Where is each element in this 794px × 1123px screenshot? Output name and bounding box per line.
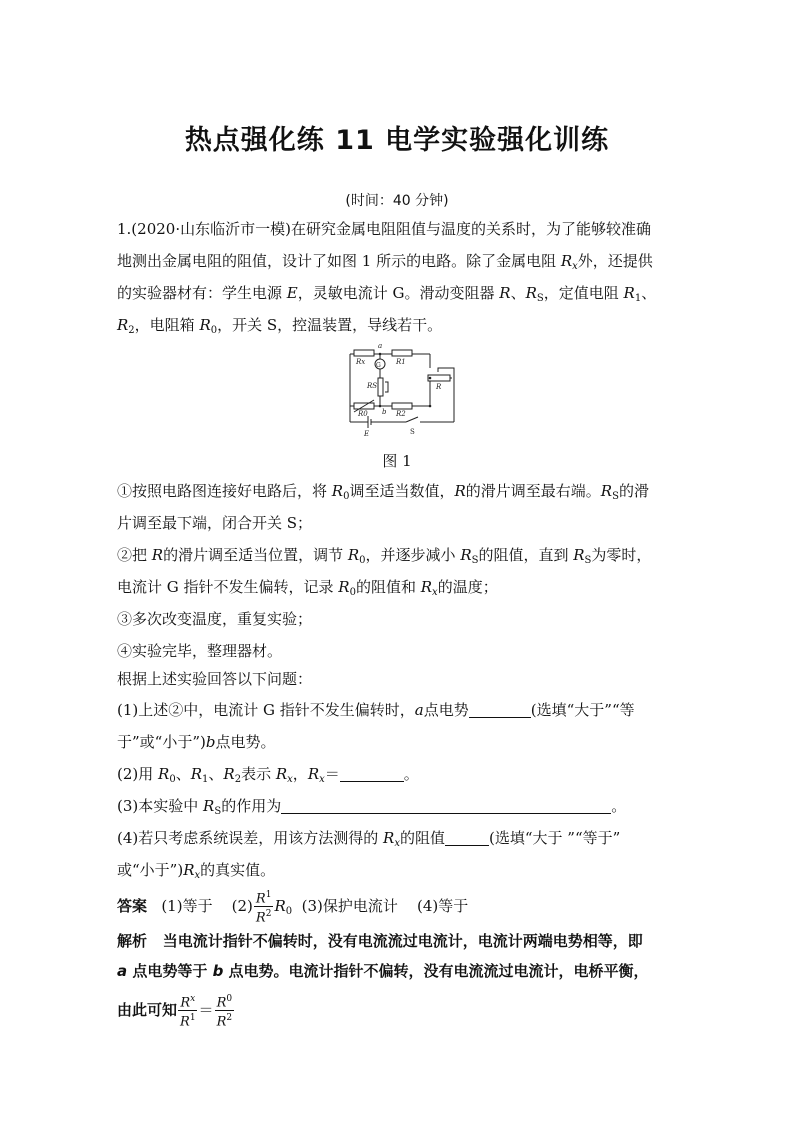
answer-fraction: $\frac{R^1}{R^2}$ [255,890,272,926]
answer-label: 答案 [117,896,148,915]
step-1-line-2: 片调至最下端，闭合开关 S； [117,514,313,532]
intro-line-1: 1.(2020·山东临沂市一模)在研究金属电阻阻值与温度的关系时，为了能够较准确 [117,220,651,238]
rx-label: Rx [356,358,366,366]
page-title: 热点强化练 11 电学实验强化训练 [184,125,610,156]
step-3: ③多次改变温度，重复实验； [117,610,313,628]
step-4: ④实验完毕，整理器材。 [117,642,283,660]
question-1-line-2: 于”或“小于”)b点电势。 [117,733,276,751]
question-1-line-1: (1)上述②中，电流计 G 指针不发生偏转时，a点电势 (选填“大于”“等 [117,701,635,719]
answer-blank-1[interactable] [469,701,531,718]
node-b-label: b [382,408,387,416]
r2-label: R2 [396,410,406,418]
figure-caption: 图 1 [382,452,412,470]
switch-label: S [410,428,415,436]
intro-line-4: $R_2$，电阻箱 $R_0$，开关 S，控温装置，导线若干。 [117,316,443,336]
analysis-line-2: a 点电势等于 b 点电势。电流计指针不偏转，没有电流流过电流计，电桥平衡， [117,962,649,980]
intro-line-2: 地测出金属电阻的阻值，设计了如图 1 所示的电路。除了金属电阻 $R_x$外，还提供 [117,252,653,272]
circuit-diagram [332,342,464,438]
answer-blank-4[interactable] [445,829,489,846]
r0-label: R0 [358,410,368,418]
time-limit: (时间：40 分钟) [345,193,449,209]
answer-blank-3[interactable] [281,797,611,814]
galvanometer-label: G [376,362,381,369]
analysis-line-1: 解析 当电流计指针不偏转时，没有电流流过电流计，电流计两端电势相等，即 [117,932,643,950]
analysis-label: 解析 [117,932,148,950]
r1-label: R1 [396,358,406,366]
ratio-right: $\frac{R^0}{R^2}$ [216,994,233,1030]
answer-blank-2[interactable] [340,765,404,782]
step-1-line-1: ①按照电路图连接好电路后，将 $R_0$调至适当数值，R的滑片调至最右端。$R_S$的滑 [117,482,649,502]
intro-line-3: 的实验器材有：学生电源 E，灵敏电流计 G。滑动变阻器 R、$R_S$，定值电阻 $R_1$、 [117,284,657,304]
answer-line: 答案 (1)等于 (2) $\frac{R^1}{R^2}$ $R_0$ (3)保护电流计 (4)等于 [117,890,469,926]
battery-label: E [364,430,370,438]
ratio-left: $\frac{R^x}{R^1}$ [180,994,196,1030]
questions-prompt: 根据上述实验回答以下问题： [117,670,313,688]
question-4-line-2: 或“小于$”)R_x$的真实值。 [117,861,276,881]
r-label: R [436,383,442,391]
question-3: (3)本实验中 $R_S$的作用为 。 [117,797,627,817]
rs-label: RS [367,382,378,390]
question-2: (2)用 $R_0$、$R_1$、$R_2$表示 $R_x$，$R_x=$ 。 [117,765,419,785]
question-4-line-1: (4)若只考虑系统误差，用该方法测得的 $R_x$的阻值 (选填“大于 ”“等于” [117,829,621,849]
analysis-line-3: 由此可知 $\frac{R^x}{R^1}$ ＝ $\frac{R^0}{R^2}$ [117,994,233,1030]
node-a-label: a [378,342,383,350]
step-2-line-1: ②把 R的滑片调至适当位置，调节 $R_0$，并逐步减小 $R_S$的阻值，直到 $R_S$为零时， [117,546,652,566]
step-2-line-2: 电流计 G 指针不发生偏转，记录 $R_0$的阻值和 $R_x$的温度； [117,578,498,598]
